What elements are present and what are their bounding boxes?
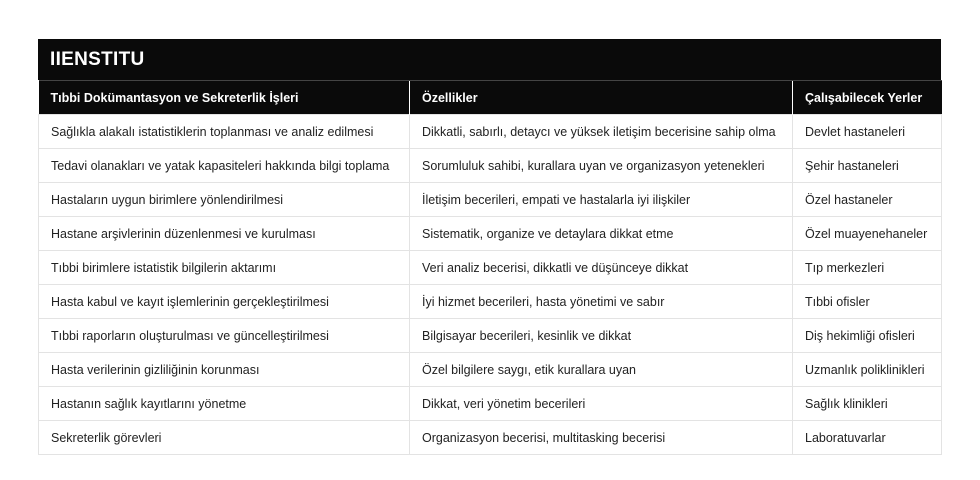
workplace-cell: Laboratuvarlar (793, 421, 942, 455)
feature-cell: Dikkatli, sabırlı, detaycı ve yüksek iletişim becerisine sahip olma (410, 115, 793, 149)
workplace-cell: Tıp merkezleri (793, 251, 942, 285)
header-row (39, 81, 942, 115)
table-row (39, 149, 942, 183)
brand-title: IIENSTITU (38, 39, 941, 80)
workplace-cell: Şehir hastaneleri (793, 149, 942, 183)
task-cell: Hastaların uygun birimlere yönlendirilmesi (39, 183, 410, 217)
feature-cell: Veri analiz becerisi, dikkatli ve düşünceye dikkat (410, 251, 793, 285)
feature-cell: Sorumluluk sahibi, kurallara uyan ve organizasyon yetenekleri (410, 149, 793, 183)
table-row (39, 319, 942, 353)
task-cell: Tıbbi raporların oluşturulması ve güncelleştirilmesi (39, 319, 410, 353)
table-row (39, 251, 942, 285)
workplace-cell: Özel muayenehaneler (793, 217, 942, 251)
task-cell: Sekreterlik görevleri (39, 421, 410, 455)
feature-cell: Özel bilgilere saygı, etik kurallara uyan (410, 353, 793, 387)
feature-cell: Bilgisayar becerileri, kesinlik ve dikkat (410, 319, 793, 353)
workplace-cell: Sağlık klinikleri (793, 387, 942, 421)
workplace-cell: Özel hastaneler (793, 183, 942, 217)
table-row (39, 353, 942, 387)
feature-cell: Organizasyon becerisi, multitasking becerisi (410, 421, 793, 455)
data-table (38, 80, 942, 455)
table-row (39, 285, 942, 319)
task-cell: Hastane arşivlerinin düzenlenmesi ve kurulması (39, 217, 410, 251)
feature-cell: İyi hizmet becerileri, hasta yönetimi ve sabır (410, 285, 793, 319)
column-header-tasks: Tıbbi Dokümantasyon ve Sekreterlik İşleri (39, 81, 410, 115)
feature-cell: Dikkat, veri yönetim becerileri (410, 387, 793, 421)
task-cell: Hastanın sağlık kayıtlarını yönetme (39, 387, 410, 421)
workplace-cell: Uzmanlık poliklinikleri (793, 353, 942, 387)
workplace-cell: Diş hekimliği ofisleri (793, 319, 942, 353)
table-row (39, 217, 942, 251)
feature-cell: İletişim becerileri, empati ve hastalarla iyi ilişkiler (410, 183, 793, 217)
table-row (39, 115, 942, 149)
task-cell: Hasta kabul ve kayıt işlemlerinin gerçekleştirilmesi (39, 285, 410, 319)
table-row (39, 421, 942, 455)
table-row (39, 183, 942, 217)
column-header-workplaces: Çalışabilecek Yerler (793, 81, 942, 115)
workplace-cell: Devlet hastaneleri (793, 115, 942, 149)
workplace-cell: Tıbbi ofisler (793, 285, 942, 319)
task-cell: Hasta verilerinin gizliliğinin korunması (39, 353, 410, 387)
feature-cell: Sistematik, organize ve detaylara dikkat etme (410, 217, 793, 251)
column-header-features: Özellikler (410, 81, 793, 115)
task-cell: Sağlıkla alakalı istatistiklerin toplanması ve analiz edilmesi (39, 115, 410, 149)
task-cell: Tıbbi birimlere istatistik bilgilerin aktarımı (39, 251, 410, 285)
task-cell: Tedavi olanakları ve yatak kapasiteleri hakkında bilgi toplama (39, 149, 410, 183)
table-row (39, 387, 942, 421)
table-container (38, 39, 941, 455)
